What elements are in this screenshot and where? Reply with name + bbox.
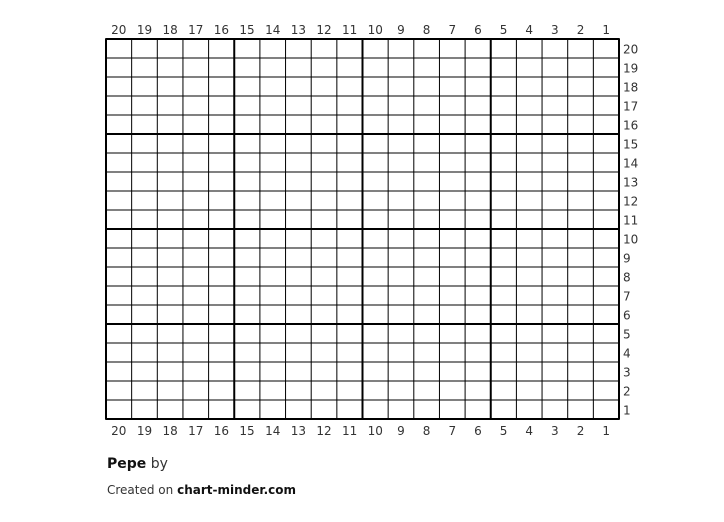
column-label-bottom: 6: [474, 424, 482, 438]
column-label-top: 10: [367, 23, 383, 37]
column-label-top: 9: [397, 23, 405, 37]
column-label-top: 12: [316, 23, 332, 37]
row-label: 10: [623, 232, 639, 247]
column-label-top: 19: [136, 23, 153, 37]
column-label-bottom: 11: [342, 424, 358, 438]
column-label-top: 11: [342, 23, 358, 37]
row-label: 20: [623, 42, 639, 57]
column-label-bottom: 17: [188, 424, 204, 438]
column-label-bottom: 1: [602, 424, 610, 438]
column-label-top: 8: [422, 23, 431, 37]
row-label: 16: [623, 118, 639, 133]
column-label-bottom: 7: [448, 424, 457, 438]
column-label-top: 13: [290, 23, 307, 37]
column-label-top: 4: [525, 23, 534, 37]
column-label-top: 1: [602, 23, 610, 37]
column-label-bottom: 8: [422, 424, 431, 438]
column-label-top: 3: [551, 23, 559, 37]
row-label: 12: [623, 194, 639, 209]
pattern-name: Pepe: [107, 456, 147, 472]
row-label: 7: [623, 289, 631, 304]
column-label-bottom: 14: [265, 424, 281, 438]
column-label-top: 18: [162, 23, 178, 37]
column-label-bottom: 18: [162, 424, 178, 438]
column-label-bottom: 19: [136, 424, 153, 438]
row-label: 4: [623, 346, 631, 361]
row-label: 8: [623, 270, 631, 285]
pattern-title: [107, 456, 168, 472]
column-label-bottom: 13: [290, 424, 307, 438]
row-label: 6: [623, 308, 631, 323]
column-label-top: 5: [499, 23, 508, 37]
column-label-bottom: 4: [525, 424, 534, 438]
row-label: 2: [623, 384, 631, 399]
column-label-top: 14: [265, 23, 281, 37]
column-label-bottom: 9: [397, 424, 405, 438]
created-on-label: Created on: [107, 483, 174, 497]
column-label-bottom: 16: [213, 424, 230, 438]
site-link[interactable]: chart-minder.com: [177, 483, 296, 497]
column-label-top: 20: [111, 23, 127, 37]
row-label: 17: [623, 99, 639, 114]
column-label-top: 6: [474, 23, 482, 37]
column-label-top: 17: [188, 23, 204, 37]
column-label-top: 15: [239, 23, 255, 37]
column-label-bottom: 10: [367, 424, 383, 438]
pattern-by-label: by: [150, 456, 168, 472]
row-label: 14: [623, 156, 639, 171]
column-label-bottom: 12: [316, 424, 332, 438]
column-label-bottom: 20: [111, 424, 127, 438]
row-label: 9: [623, 251, 631, 266]
column-label-top: 16: [213, 23, 230, 37]
row-label: 18: [623, 80, 639, 95]
column-label-top: 2: [576, 23, 585, 37]
column-label-top: 7: [448, 23, 457, 37]
column-label-bottom: 5: [499, 424, 508, 438]
row-label: 15: [623, 137, 639, 152]
row-label: 3: [623, 365, 631, 380]
column-label-bottom: 2: [576, 424, 585, 438]
column-label-bottom: 3: [551, 424, 559, 438]
row-label: 19: [623, 61, 639, 76]
row-label: 11: [623, 213, 639, 228]
row-label: 5: [623, 327, 631, 342]
row-label: 13: [623, 175, 639, 190]
created-on-credit: [107, 483, 296, 497]
column-label-bottom: 15: [239, 424, 255, 438]
row-label: 1: [623, 403, 631, 418]
